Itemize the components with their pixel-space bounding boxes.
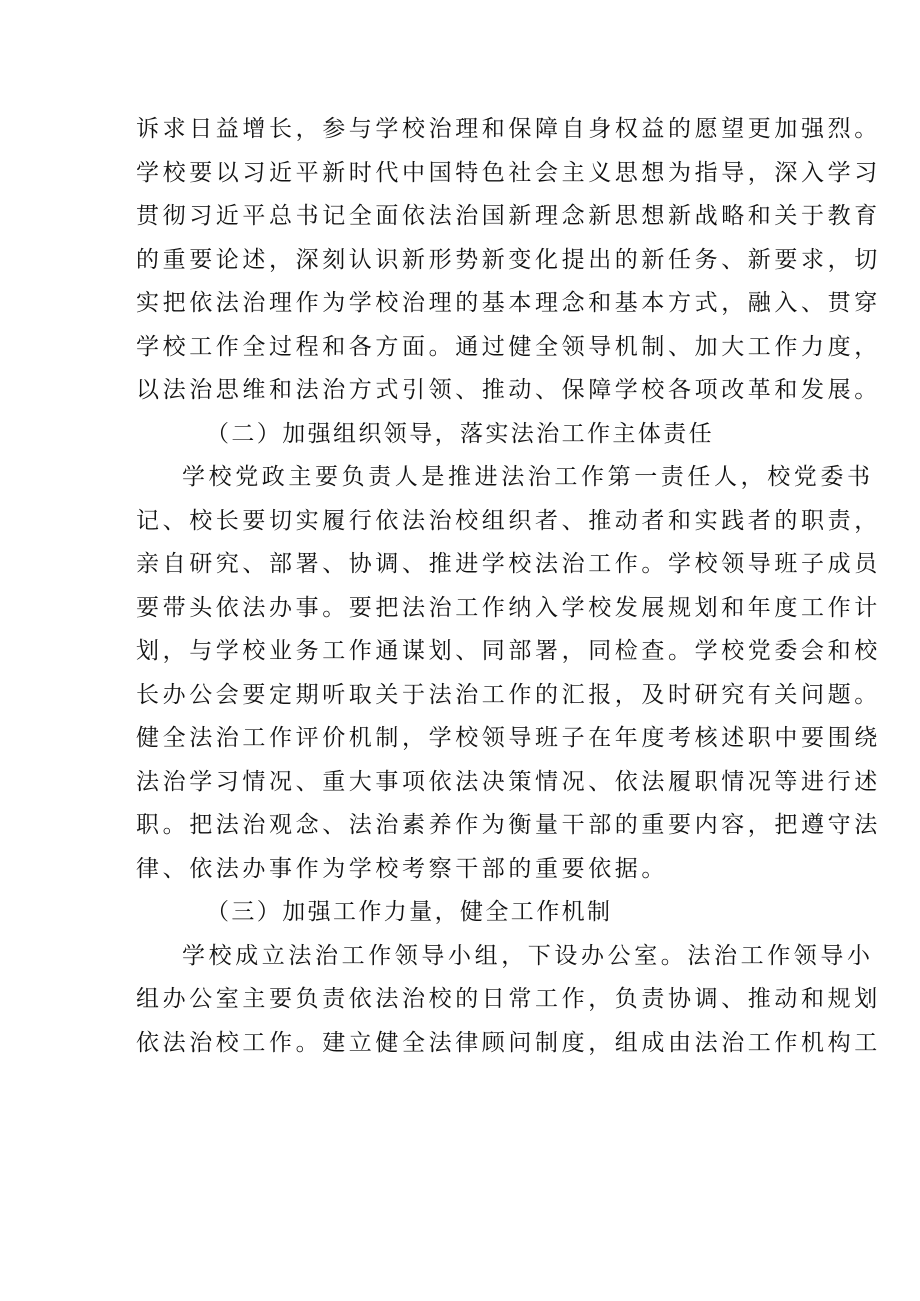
- text-line: 组办公室主要负责依法治校的日常工作，负责协调、推动和规划: [136, 986, 881, 1012]
- heading-text: （二）加强组织领导，落实法治工作主体责任: [206, 420, 714, 447]
- text-line: 的重要论述，深刻认识新形势新变化提出的新任务、新要求，切: [136, 246, 881, 273]
- section-heading-3: [136, 891, 796, 935]
- text-line: 职。把法治观念、法治素养作为衡量干部的重要内容，把遵守法: [136, 812, 881, 838]
- text-line: 要带头依法办事。要把法治工作纳入学校发展规划和年度工作计: [136, 594, 881, 621]
- text-line: 以法治思维和法治方式引领、推动、保障学校各项改革和发展。: [136, 377, 881, 403]
- text-line: 亲自研究、部署、协调、推进学校法治工作。学校领导班子成员: [136, 551, 881, 577]
- paragraph-responsibility: [136, 456, 881, 891]
- text-line: 学校工作全过程和各方面。通过健全领导机制、加大工作力度，: [136, 333, 881, 360]
- text-line: 依法治校工作。建立健全法律顾问制度，组成由法治工作机构工: [136, 1029, 881, 1056]
- heading-text: （三）加强工作力量，健全工作机制: [206, 899, 613, 925]
- text-line: 律、依法办事作为学校考察干部的重要依据。: [136, 855, 668, 882]
- text-line: 法治学习情况、重大事项依法决策情况、依法履职情况等进行述: [136, 768, 881, 795]
- paragraph-mechanism: [136, 935, 881, 1066]
- text-line: 学校要以习近平新时代中国特色社会主义思想为指导，深入学习: [136, 159, 881, 186]
- text-line: 实把依法治理作为学校治理的基本理念和基本方式，融入、贯穿: [136, 290, 881, 316]
- text-line: 学校党政主要负责人是推进法治工作第一责任人，校党委书: [182, 464, 874, 490]
- text-line: 学校成立法治工作领导小组，下设办公室。法治工作领导小: [182, 942, 874, 969]
- text-line: 划，与学校业务工作通谋划、同部署，同检查。学校党委会和校: [136, 638, 881, 664]
- paragraph-continuation: [136, 108, 881, 413]
- text-line: 贯彻习近平总书记全面依法治国新理念新思想新战略和关于教育: [136, 203, 881, 229]
- document-body: [136, 108, 881, 1065]
- text-line: 诉求日益增长，参与学校治理和保障自身权益的愿望更加强烈。: [136, 116, 881, 142]
- section-heading-2: [136, 413, 796, 457]
- text-line: 长办公会要定期听取关于法治工作的汇报，及时研究有关问题。: [136, 681, 881, 708]
- text-line: 健全法治工作评价机制，学校领导班子在年度考核述职中要围绕: [136, 725, 881, 751]
- text-line: 记、校长要切实履行依法治校组织者、推动者和实践者的职责，: [136, 507, 881, 534]
